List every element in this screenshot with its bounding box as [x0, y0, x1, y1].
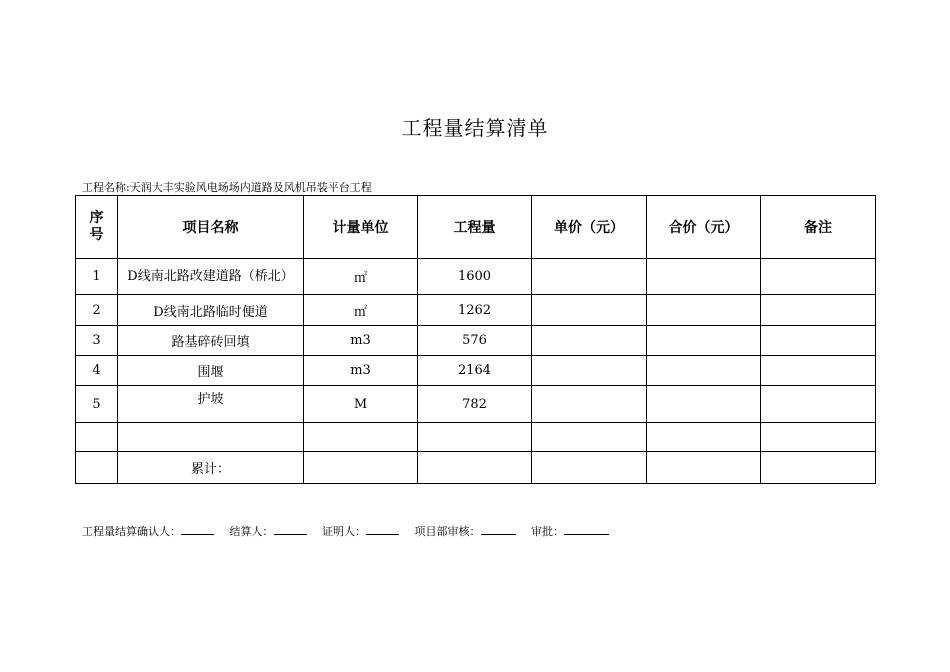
- row-unit-price: [532, 326, 647, 356]
- sig-witness-blank[interactable]: [366, 524, 399, 535]
- sig-review-label: 项目部审核：: [414, 525, 481, 538]
- sig-approve-blank[interactable]: [564, 524, 609, 535]
- total-label: 累计：: [118, 452, 304, 484]
- row-item-name: 围堰: [118, 356, 304, 386]
- row-unit-price: [532, 423, 647, 452]
- row-quantity: 576: [418, 326, 532, 356]
- table-row: [76, 356, 876, 386]
- row-no: 5: [76, 386, 118, 423]
- header-row: [76, 196, 876, 259]
- header-no: [76, 196, 118, 259]
- row-remarks: [761, 386, 876, 423]
- project-name: 工程名称:天润大丰实验风电场场内道路及风机吊装平台工程: [82, 181, 372, 194]
- row-no: [76, 423, 118, 452]
- row-no: 1: [76, 259, 118, 295]
- total-row: [76, 452, 876, 484]
- row-item-name: D线南北路临时便道: [118, 295, 304, 326]
- row-quantity: [418, 423, 532, 452]
- row-item-name: D线南北路改建道路（桥北）: [118, 259, 304, 295]
- row-unit: m3: [304, 326, 418, 356]
- row-no: 3: [76, 326, 118, 356]
- row-remarks: [761, 295, 876, 326]
- row-remarks: [761, 326, 876, 356]
- row-total-price: [647, 259, 761, 295]
- total-remarks: [761, 452, 876, 484]
- row-unit-price: [532, 295, 647, 326]
- row-quantity: 1600: [418, 259, 532, 295]
- table-row: [76, 386, 876, 423]
- row-total-price: [647, 356, 761, 386]
- total-unit-price: [532, 452, 647, 484]
- row-quantity: 2164: [418, 356, 532, 386]
- row-no: 4: [76, 356, 118, 386]
- header-total-price: 合价（元）: [647, 196, 761, 259]
- row-remarks: [761, 356, 876, 386]
- row-remarks: [761, 423, 876, 452]
- row-unit-price: [532, 386, 647, 423]
- header-remarks: 备注: [761, 196, 876, 259]
- row-unit-price: [532, 259, 647, 295]
- table-row: [76, 259, 876, 295]
- row-remarks: [761, 259, 876, 295]
- row-total-price: [647, 326, 761, 356]
- signature-line: [82, 523, 621, 539]
- row-total-price: [647, 295, 761, 326]
- document-title: 工程量结算清单: [401, 116, 549, 140]
- sig-review-blank[interactable]: [481, 524, 516, 535]
- row-unit: ㎡: [304, 259, 418, 295]
- row-unit: M: [304, 386, 418, 423]
- row-quantity: 782: [418, 386, 532, 423]
- row-item-name: [118, 423, 304, 452]
- sig-confirm-label: 工程量结算确认人：: [82, 525, 181, 538]
- row-no: 2: [76, 295, 118, 326]
- row-quantity: 1262: [418, 295, 532, 326]
- row-unit: ㎡: [304, 295, 418, 326]
- total-quantity: [418, 452, 532, 484]
- sig-settler-label: 结算人：: [229, 525, 274, 538]
- table-row: [76, 423, 876, 452]
- sig-confirm-blank[interactable]: [181, 524, 214, 535]
- row-item-name: 路基碎砖回填: [118, 326, 304, 356]
- header-unit-price: 单价（元）: [532, 196, 647, 259]
- header-quantity: 工程量: [418, 196, 532, 259]
- sig-settler-blank[interactable]: [274, 524, 307, 535]
- header-no-text: 序号: [89, 210, 104, 243]
- sig-approve-label: 审批：: [531, 525, 564, 538]
- header-item-name: 项目名称: [118, 196, 304, 259]
- header-unit: 计量单位: [304, 196, 418, 259]
- total-no: [76, 452, 118, 484]
- total-unit: [304, 452, 418, 484]
- row-unit: m3: [304, 356, 418, 386]
- row-unit: [304, 423, 418, 452]
- table-row: [76, 326, 876, 356]
- row-unit-price: [532, 356, 647, 386]
- sig-witness-label: 证明人：: [322, 525, 366, 538]
- table-row: [76, 295, 876, 326]
- row-total-price: [647, 386, 761, 423]
- settlement-table: [75, 195, 876, 484]
- total-amount: [647, 452, 761, 484]
- row-total-price: [647, 423, 761, 452]
- row-item-name: 护坡: [118, 386, 304, 423]
